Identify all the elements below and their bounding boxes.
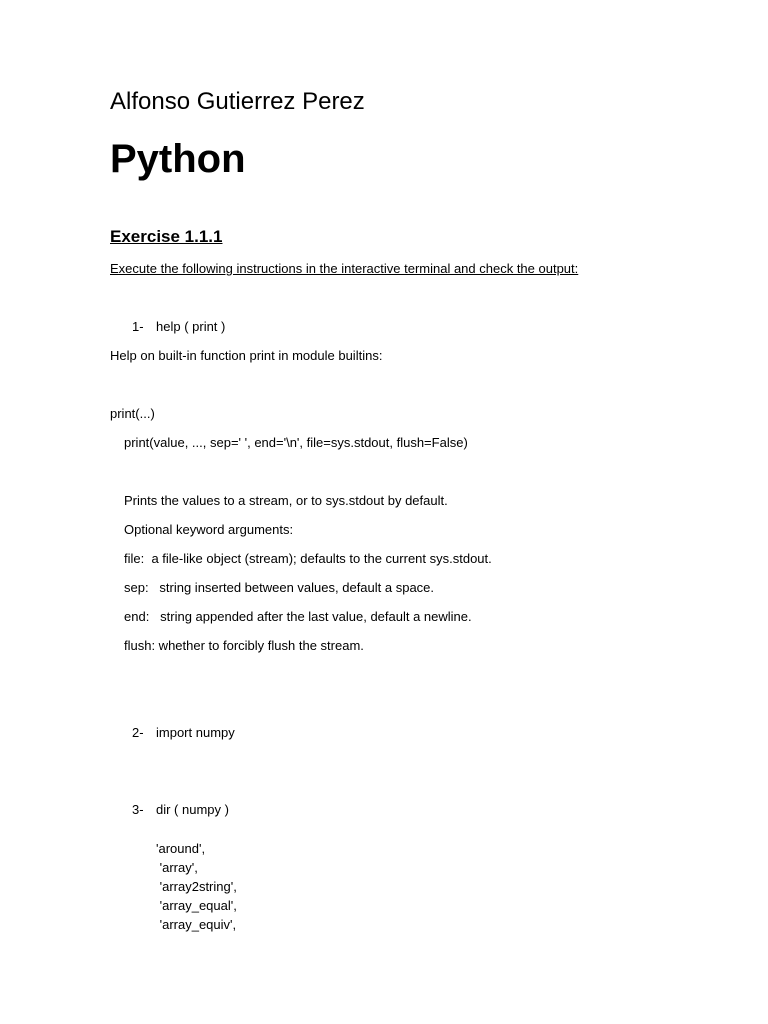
- author-name: Alfonso Gutierrez Perez: [110, 88, 365, 115]
- help-arg-file: file: a file-like object (stream); defaults to the current sys.stdout.: [124, 551, 492, 566]
- step-3-command: dir ( numpy ): [156, 802, 229, 817]
- help-signature: print(value, ..., sep=' ', end='\n', file=sys.stdout, flush=False): [124, 435, 468, 450]
- help-optional-header: Optional keyword arguments:: [124, 522, 294, 537]
- step-2-number: 2-: [132, 725, 144, 740]
- dir-output-line: 'array_equiv',: [156, 917, 237, 932]
- help-arg-flush: flush: whether to forcibly flush the stream.: [124, 638, 364, 653]
- help-description: Prints the values to a stream, or to sys.stdout by default.: [124, 493, 448, 508]
- document-title: Python: [110, 137, 246, 181]
- help-arg-sep: sep: string inserted between values, default a space.: [124, 580, 435, 595]
- help-header: Help on built-in function print in module builtins:: [110, 348, 383, 363]
- help-signature-name: print(...): [110, 406, 155, 421]
- step-1-command: help ( print ): [156, 319, 226, 334]
- dir-output-line: 'array_equal',: [156, 898, 237, 913]
- dir-output-line: 'array2string',: [156, 879, 237, 894]
- dir-output-line: 'array',: [156, 860, 198, 875]
- help-arg-end: end: string appended after the last value, default a newline.: [124, 609, 472, 624]
- instructions-text: Execute the following instructions in the interactive terminal and check the output:: [110, 261, 579, 276]
- step-3-number: 3-: [132, 802, 144, 817]
- step-1-number: 1-: [132, 319, 144, 334]
- dir-output-line: 'around',: [156, 841, 206, 856]
- exercise-heading: Exercise 1.1.1: [110, 227, 223, 246]
- step-2-command: import numpy: [156, 725, 235, 740]
